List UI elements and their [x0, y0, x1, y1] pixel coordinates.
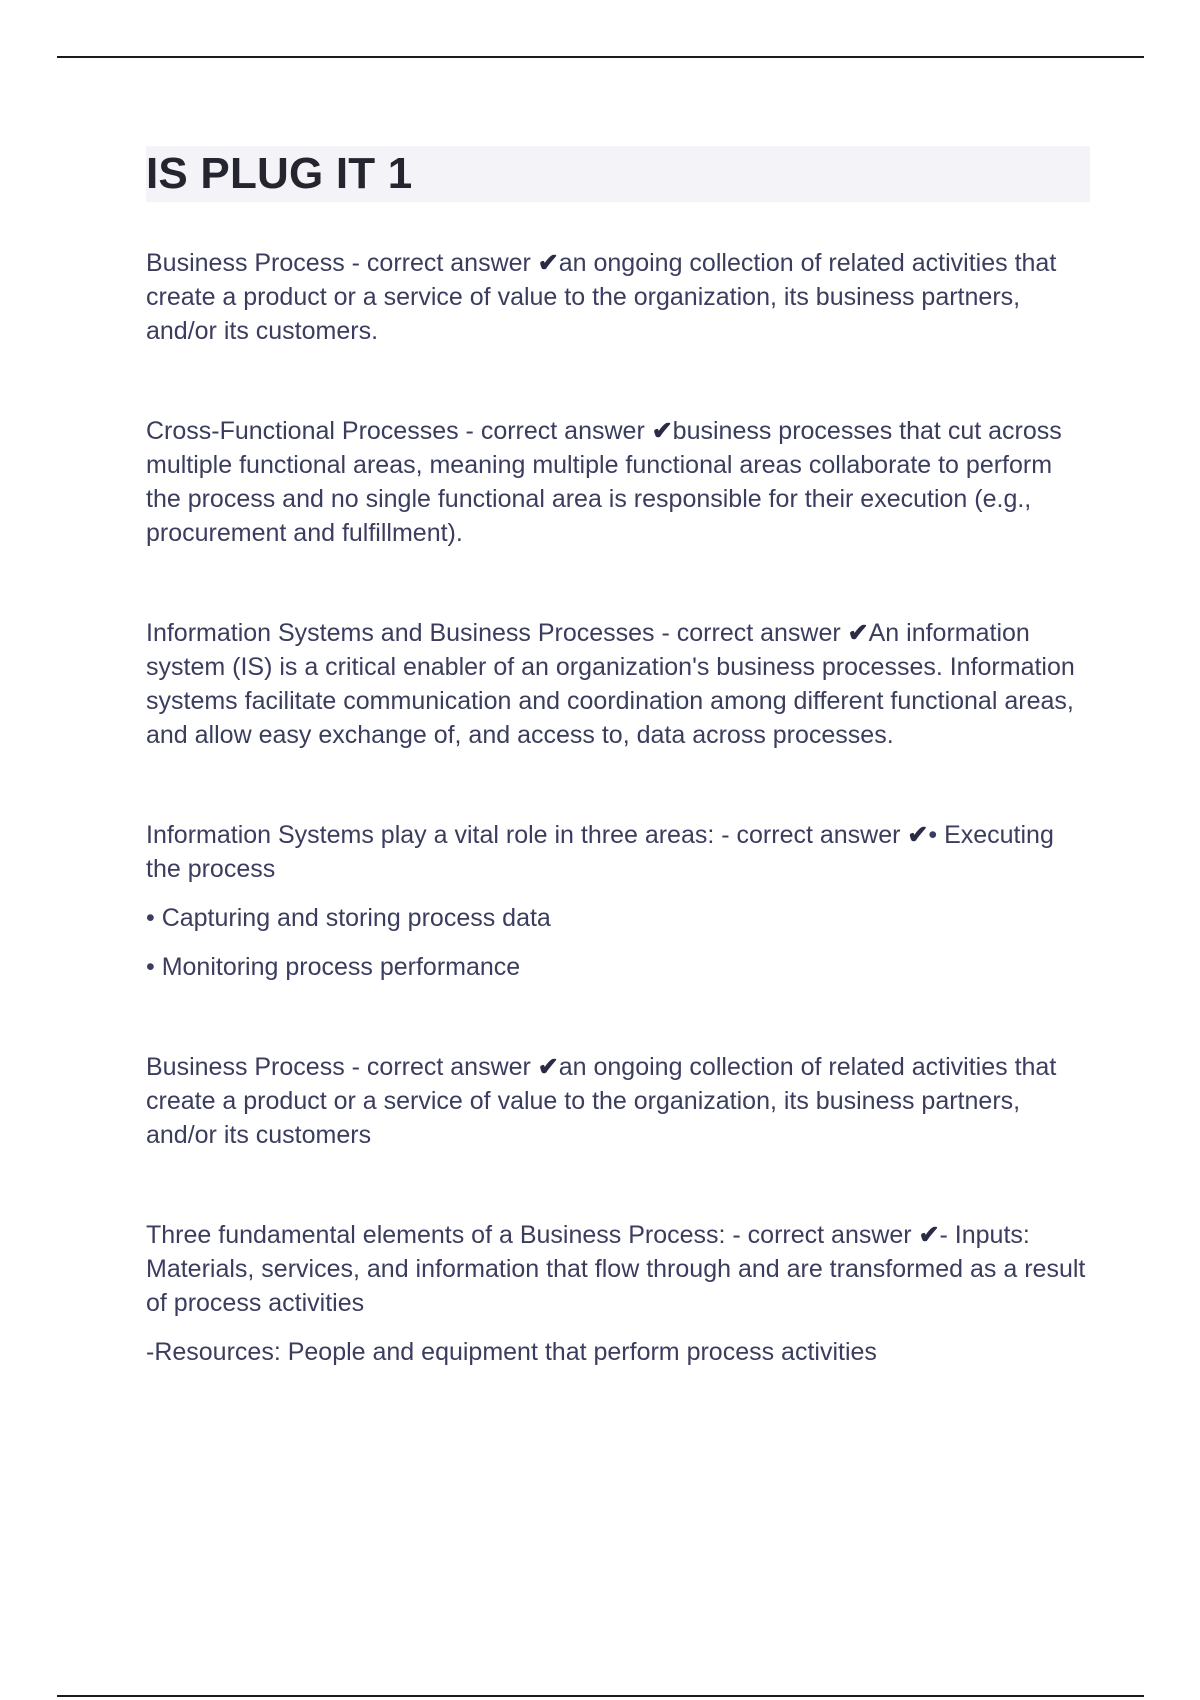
entry-term: Business Process - correct answer — [146, 249, 538, 277]
checkmark-icon: ✔ — [537, 249, 559, 277]
entry-text — [146, 616, 1090, 752]
entry-definition: an ongoing collection of related activities that create a product or a service of value to the organization, its business partners, and/or its customers — [146, 1053, 1057, 1149]
entry-term: Information Systems play a vital role in three areas: - correct answer — [146, 821, 908, 849]
document-title: IS PLUG IT 1 — [146, 149, 413, 198]
qa-entry — [146, 1218, 1090, 1369]
entry-definition: business processes that cut across multiple functional areas, meaning multiple functional areas collaborate to perform the process and no single functional area is responsible for their execution (e.g., procurement and fulfillment). — [146, 417, 1062, 547]
entry-term: Information Systems and Business Processes - correct answer — [146, 619, 848, 647]
entry-term: Three fundamental elements of a Business Process: - correct answer — [146, 1221, 919, 1249]
document-body — [146, 146, 1090, 1435]
checkmark-icon: ✔ — [537, 1053, 559, 1081]
entry-text — [146, 1218, 1090, 1320]
entry-continuation: -Resources: People and equipment that perform process activities — [146, 1338, 877, 1366]
bottom-rule — [57, 1695, 1144, 1697]
qa-entry — [146, 414, 1090, 550]
entry-definition: An information system (IS) is a critical enabler of an organization's business processes. Information systems facilitate communication and coordination among different functional areas, and allow easy exchange of, and access to, data across processes. — [146, 619, 1075, 749]
entry-term: Business Process - correct answer — [146, 1053, 538, 1081]
checkmark-icon: ✔ — [918, 1221, 940, 1249]
top-rule — [57, 56, 1144, 58]
qa-entry — [146, 1050, 1090, 1152]
checkmark-icon: ✔ — [847, 619, 869, 647]
entry-definition: an ongoing collection of related activities that create a product or a service of value to the organization, its business partners, and/or its customers. — [146, 249, 1057, 345]
entry-text — [146, 414, 1090, 550]
entry-bullet: • Capturing and storing process data — [146, 904, 551, 932]
entry-text — [146, 246, 1090, 348]
qa-entry — [146, 616, 1090, 752]
entry-text — [146, 818, 1090, 886]
checkmark-icon: ✔ — [907, 821, 929, 849]
qa-entry — [146, 818, 1090, 984]
title-band — [146, 146, 1090, 202]
entry-term: Cross-Functional Processes - correct answer — [146, 417, 652, 445]
entry-definition: • Executing the process — [146, 821, 1054, 883]
qa-entry — [146, 246, 1090, 348]
entry-text — [146, 1050, 1090, 1152]
entry-definition: - Inputs: Materials, services, and information that flow through and are transformed as a result of process activities — [146, 1221, 1086, 1317]
entry-bullet: • Monitoring process performance — [146, 953, 521, 981]
checkmark-icon: ✔ — [651, 417, 673, 445]
